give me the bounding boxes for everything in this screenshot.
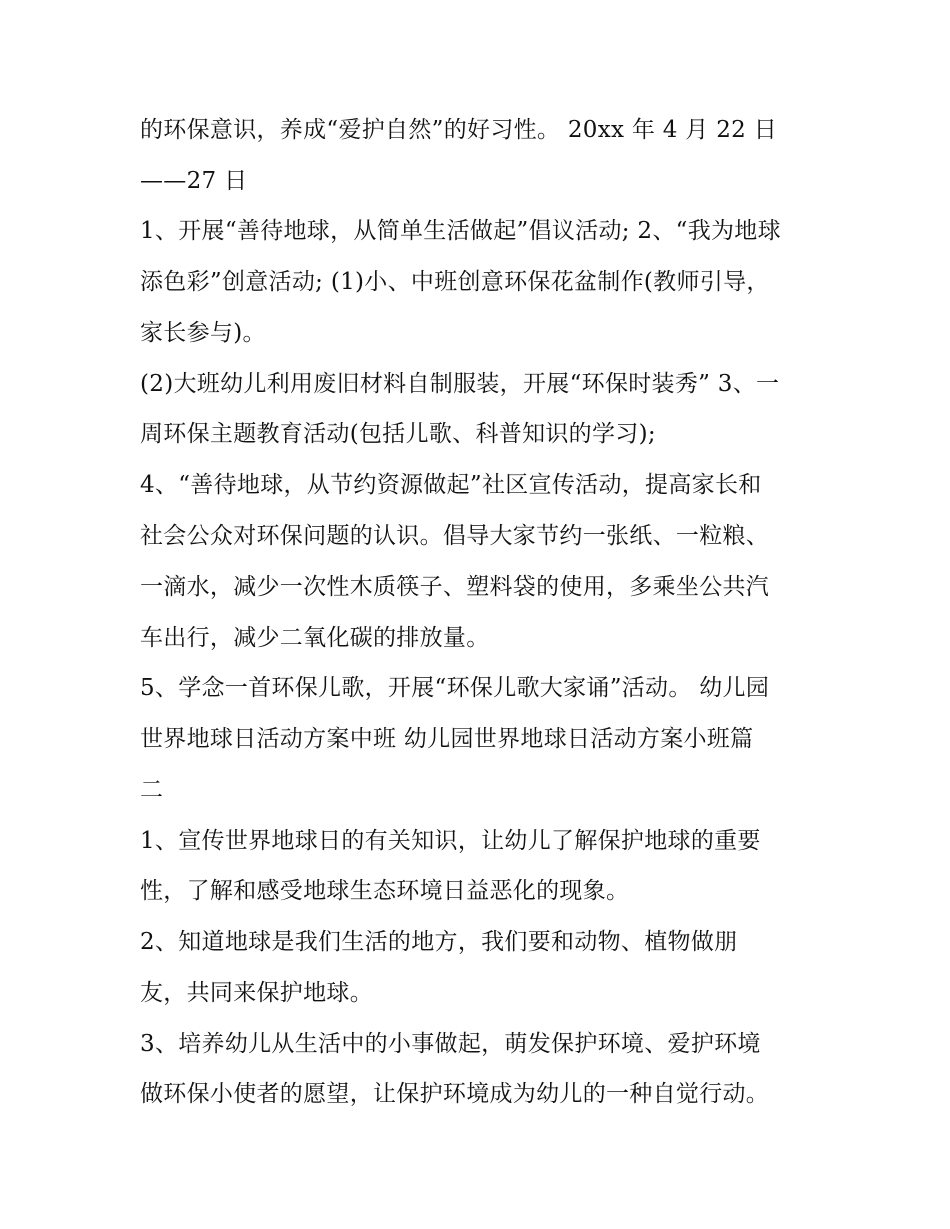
text-line: 世界地球日活动方案中班 幼儿园世界地球日活动方案小班篇	[140, 726, 754, 752]
text-line: 家长参与)。	[140, 320, 266, 346]
text-line: 友，共同来保护地球。	[140, 980, 373, 1006]
text-line: 5、学念一首环保儿歌，开展“环保儿歌大家诵”活动。 幼儿园	[140, 675, 770, 701]
text-line: (2)大班幼儿利用废旧材料自制服装，开展“环保时装秀” 3、一	[140, 371, 780, 397]
text-line: 添色彩”创意活动; (1)小、中班创意环保花盆制作(教师引导，	[140, 269, 770, 295]
text-line: ——27 日	[140, 168, 248, 194]
text-line: 2、知道地球是我们生活的地方，我们要和动物、植物做朋	[140, 929, 738, 955]
text-line: 做环保小使者的愿望，让保护环境成为幼儿的一种自觉行动。	[140, 1081, 770, 1107]
text-line: 3、培养幼儿从生活中的小事做起，萌发保护环境、爱护环境	[140, 1031, 761, 1057]
text-line: 4、“善待地球，从节约资源做起”社区宣传活动，提高家长和	[140, 472, 762, 498]
text-line: 车出行，减少二氧化碳的排放量。	[140, 625, 490, 651]
text-line: 二	[140, 777, 164, 803]
text-line: 社会公众对环保问题的认识。倡导大家节约一张纸、一粒粮、	[140, 523, 770, 549]
text-line: 的环保意识，养成“爱护自然”的好习性。 20xx 年 4 月 22 日	[140, 117, 777, 143]
text-line: 1、开展“善待地球，从简单生活做起”倡议活动; 2、“我为地球	[140, 218, 781, 244]
text-line: 一滴水，减少一次性木质筷子、塑料袋的使用，多乘坐公共汽	[140, 574, 770, 600]
text-line: 性，了解和感受地球生态环境日益恶化的现象。	[140, 878, 630, 904]
text-line: 1、宣传世界地球日的有关知识，让幼儿了解保护地球的重要	[140, 828, 761, 854]
text-line: 周环保主题教育活动(包括儿歌、科普知识的学习);	[140, 421, 656, 447]
